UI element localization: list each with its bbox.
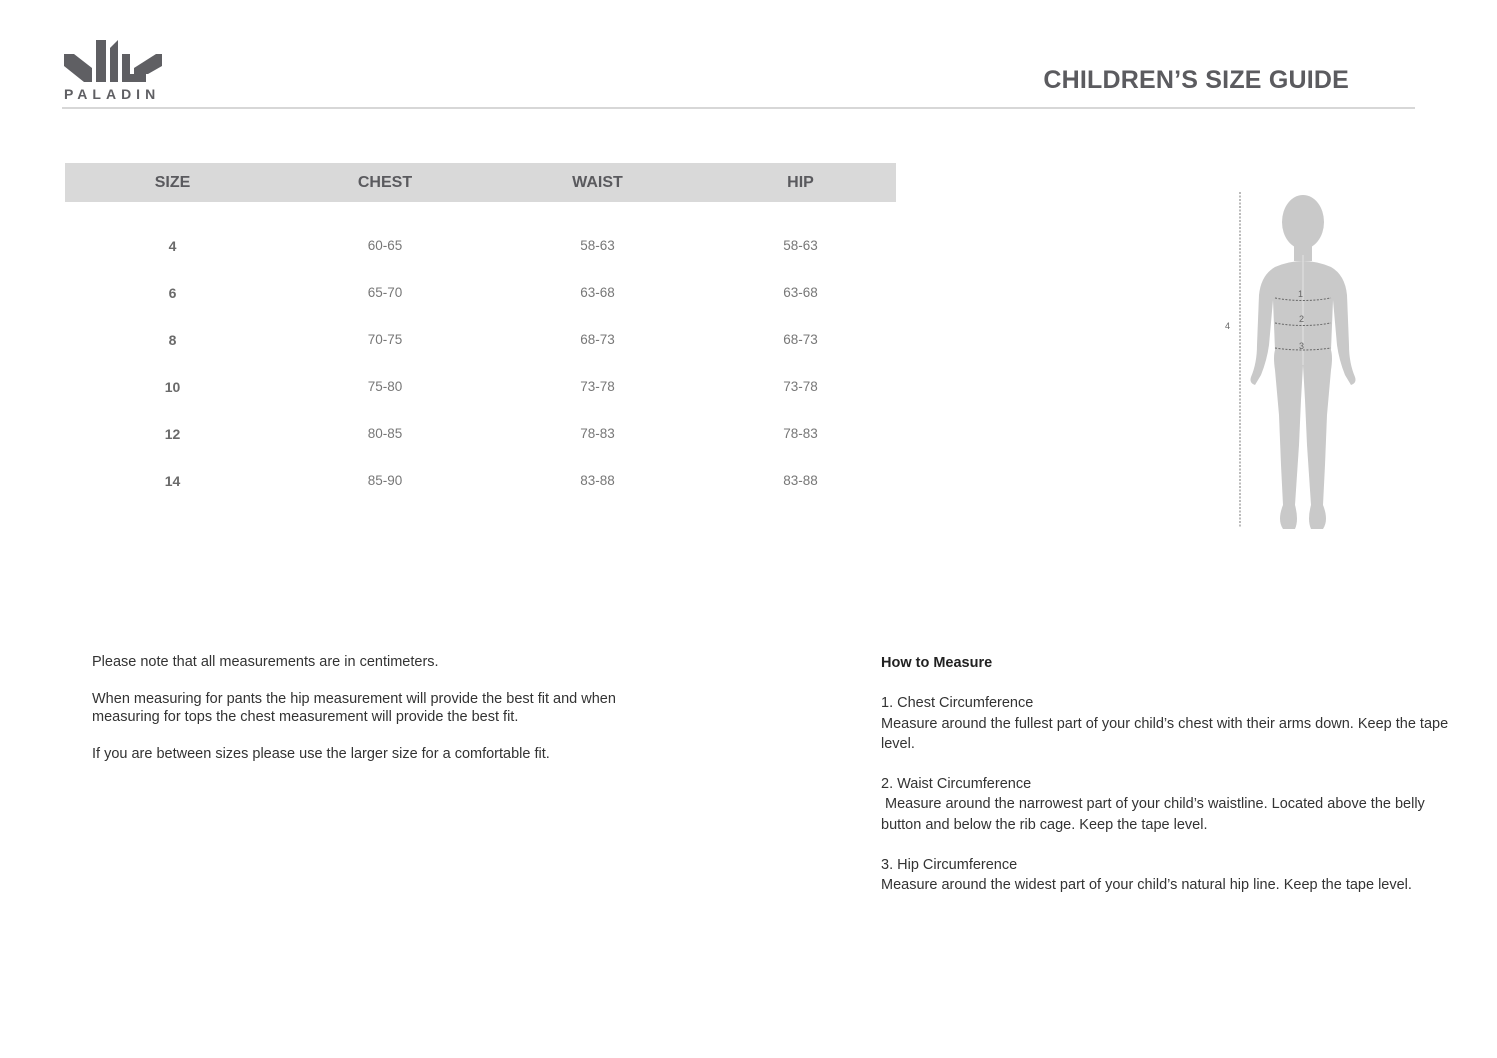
cell-waist: 78-83 [580, 426, 615, 441]
cell-waist: 83-88 [580, 473, 615, 488]
table-row [65, 457, 896, 504]
marker-hip: 3 [1299, 341, 1305, 351]
column-header-waist: WAIST [490, 163, 705, 202]
table-row [65, 316, 896, 363]
cell-size: 6 [168, 284, 177, 301]
header-divider [62, 107, 1415, 109]
marker-height: 4 [1225, 321, 1231, 331]
size-notes [92, 653, 632, 781]
table-spacer [65, 202, 896, 222]
table-row [65, 222, 896, 269]
cell-chest: 80-85 [367, 426, 403, 441]
cell-hip: 58-63 [783, 238, 818, 253]
step-title: 3. Hip Circumference [881, 857, 1018, 874]
measurement-figure [1215, 185, 1375, 535]
cell-hip: 78-83 [783, 426, 818, 441]
table-row [65, 410, 896, 457]
step-title: 2. Waist Circumference [881, 776, 1032, 793]
cell-hip: 73-78 [783, 379, 818, 394]
column-header-hip: HIP [705, 163, 896, 202]
cell-size: 12 [164, 425, 181, 442]
page-title: CHILDREN’S SIZE GUIDE [1043, 66, 1349, 94]
table-row [65, 269, 896, 316]
step-hip [881, 855, 1461, 896]
step-body: Measure around the fullest part of your child’s chest with their arms down. Keep the tape level. [881, 715, 1449, 752]
cell-size: 4 [168, 237, 177, 254]
table-row [65, 363, 896, 410]
note-units: Please note that all measurements are in centimeters. [92, 654, 439, 670]
cell-waist: 73-78 [580, 379, 615, 394]
note-best-fit: When measuring for pants the hip measurement will provide the best fit and when measuring for tops the chest measurement will provide the best fit. [92, 690, 616, 725]
step-title: 1. Chest Circumference [881, 695, 1034, 712]
cell-size: 10 [164, 378, 181, 395]
column-header-size: SIZE [65, 163, 280, 202]
cell-chest: 70-75 [367, 332, 403, 347]
cell-size: 14 [164, 472, 181, 489]
cell-hip: 68-73 [783, 332, 818, 347]
cell-chest: 75-80 [367, 379, 403, 394]
brand-name: PALADIN [64, 86, 161, 102]
cell-waist: 68-73 [580, 332, 615, 347]
marker-chest: 1 [1298, 289, 1304, 299]
paladin-logo-icon [62, 38, 166, 82]
step-body: Measure around the widest part of your child’s natural hip line. Keep the tape level. [881, 877, 1412, 894]
cell-hip: 63-68 [783, 285, 818, 300]
cell-size: 8 [168, 331, 177, 348]
column-header-chest: CHEST [280, 163, 490, 202]
step-body: Measure around the narrowest part of your child’s waistline. Located above the belly button and below the rib cage. Keep the tape level. [881, 796, 1429, 833]
size-table [65, 163, 896, 504]
step-waist [881, 774, 1461, 835]
child-body-silhouette-icon [1215, 185, 1375, 535]
cell-hip: 83-88 [783, 473, 818, 488]
brand-logo [62, 38, 166, 104]
note-between-sizes: If you are between sizes please use the larger size for a comfortable fit. [92, 745, 550, 762]
cell-chest: 85-90 [367, 473, 403, 488]
cell-chest: 60-65 [367, 238, 403, 253]
step-chest [881, 693, 1461, 754]
cell-waist: 58-63 [580, 238, 615, 253]
cell-chest: 65-70 [367, 285, 403, 300]
how-to-measure [881, 653, 1461, 916]
marker-waist: 2 [1299, 314, 1305, 324]
cell-waist: 63-68 [580, 285, 615, 300]
table-header-row [65, 163, 896, 202]
how-to-measure-title: How to Measure [881, 655, 993, 671]
